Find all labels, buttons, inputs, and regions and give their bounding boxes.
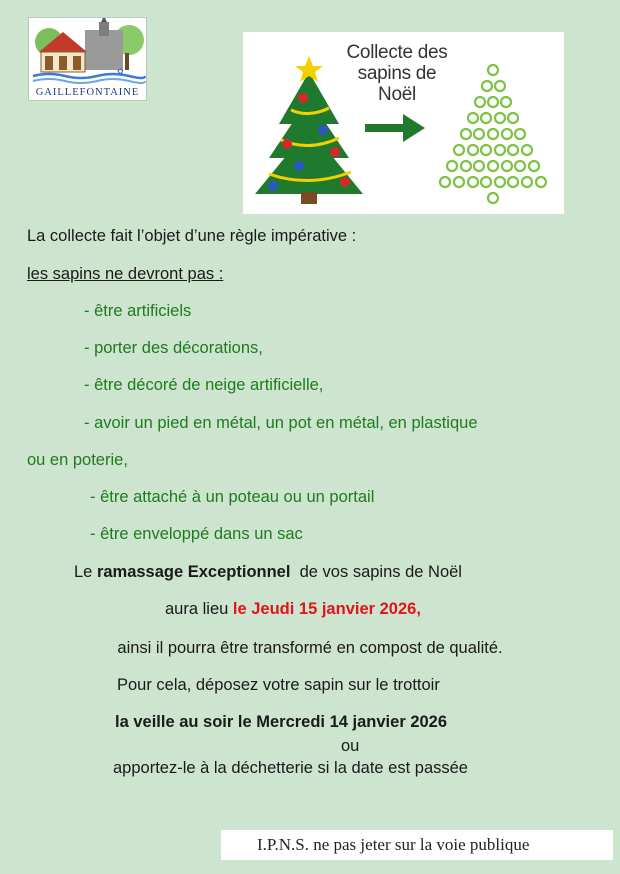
pickup-suffix: de vos sapins de Noël [290, 563, 462, 581]
pickup-date: le Jeudi 15 janvier 2026, [232, 600, 421, 618]
pickup-date-prefix: aura lieu [165, 600, 233, 618]
pickup-alternative: apportez-le à la déchetterie si la date est passée [113, 759, 468, 777]
collection-banner [243, 32, 564, 214]
rule-item: - être décoré de neige artificielle, [84, 376, 324, 394]
town-logo [28, 17, 147, 101]
arrow-right-icon [365, 114, 425, 142]
footer-text: I.P.N.S. ne pas jeter sur la voie publique [257, 835, 530, 854]
town-name: GAILLEFONTAINE [35, 87, 140, 98]
pickup-line-1 [74, 562, 462, 582]
footer-notice [221, 830, 613, 860]
rule-item: - être enveloppé dans un sac [90, 525, 303, 543]
pickup-highlight: ramassage Exceptionnel [96, 563, 291, 581]
pickup-line-4: Pour cela, déposez votre sapin sur le trottoir [117, 676, 440, 694]
rule-item-continued: ou en poterie, [27, 451, 128, 469]
intro-text: La collecte fait l’objet d’une règle impérative : [27, 227, 357, 245]
banner-title-line: sapins de [357, 63, 437, 84]
banner-title-line: Collecte des [346, 42, 448, 63]
banner-title-line: Noël [378, 84, 416, 105]
pickup-line-2 [165, 599, 421, 619]
rule-item: - être attaché à un poteau ou un portail [90, 488, 375, 506]
pickup-prefix: Le [74, 563, 97, 581]
svg-text:✿: ✿ [117, 67, 124, 76]
rule-item: - être artificiels [84, 302, 192, 320]
pickup-line-3: ainsi il pourra être transformé en compost de qualité. [117, 639, 503, 657]
rule-heading: les sapins ne devront pas : [27, 265, 224, 283]
banner-title [321, 42, 473, 105]
rule-item: - porter des décorations, [84, 339, 263, 357]
pickup-eve-date: la veille au soir le Mercredi 14 janvier 2026 [115, 713, 448, 731]
rule-item: - avoir un pied en métal, un pot en métal, en plastique [84, 414, 478, 432]
pickup-or: ou [341, 737, 360, 755]
town-hall-illustration [29, 18, 146, 88]
